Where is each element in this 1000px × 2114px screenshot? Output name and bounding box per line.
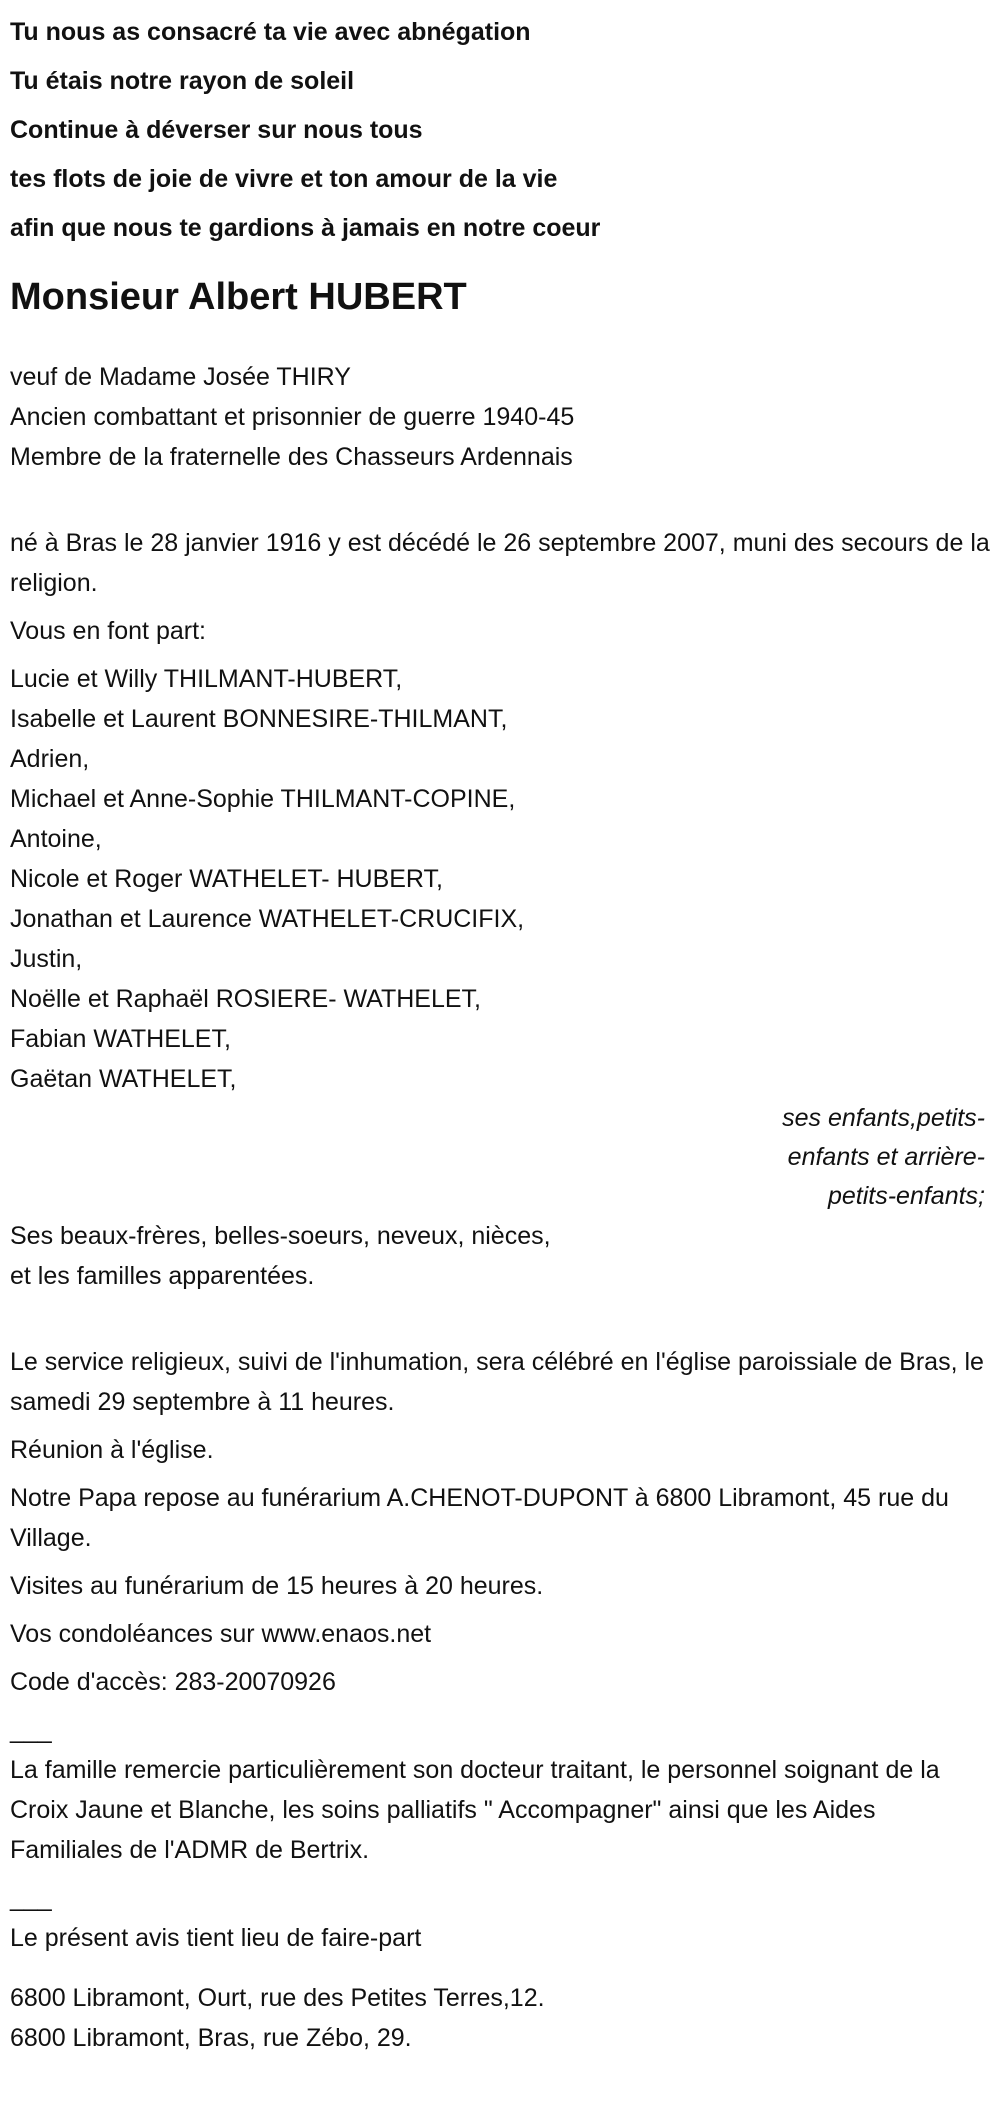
family-member: Gaëtan WATHELET, <box>10 1065 237 1093</box>
family-member: Justin, <box>10 945 83 973</box>
bio-line: Membre de la fraternelle des Chasseurs Ardennais <box>10 443 573 471</box>
birth-death: né à Bras le 28 janvier 1916 y est décédé le 26 septembre 2007, muni des secours de la religion. <box>10 529 990 597</box>
thanks: La famille remercie particulièrement son docteur traitant, le personnel soignant de la Croix Jaune et Blanche, les soins palliatifs " Accompagner" ainsi que les Aides Familiales de l'ADMR de Bertrix. <box>10 1756 940 1864</box>
poem-line: Continue à déverser sur nous tous <box>10 116 423 144</box>
relation-line: petits-enfants; <box>827 1182 985 1210</box>
family-list <box>10 659 990 1099</box>
relation <box>10 1099 990 1216</box>
family-member: Isabelle et Laurent BONNESIRE-THILMANT, <box>10 705 508 733</box>
bio-line: veuf de Madame Josée THIRY <box>10 363 351 391</box>
notice: Le présent avis tient lieu de faire-part <box>10 1924 422 1952</box>
separator: ___ <box>10 1716 52 1744</box>
announce: Vous en font part: <box>10 617 206 645</box>
bio-line: Ancien combattant et prisonnier de guerre 1940-45 <box>10 403 575 431</box>
family-member: Jonathan et Laurence WATHELET-CRUCIFIX, <box>10 905 525 933</box>
family-member: Adrien, <box>10 745 90 773</box>
service: Le service religieux, suivi de l'inhumation, sera célébré en l'église paroissiale de Bras, le samedi 29 septembre à 11 heures. <box>10 1348 984 1416</box>
poem-line: Tu étais notre rayon de soleil <box>10 67 355 95</box>
funeral-home: Notre Papa repose au funérarium A.CHENOT-DUPONT à 6800 Libramont, 45 rue du Village. <box>10 1484 949 1552</box>
poem <box>10 0 990 253</box>
poem-line: Tu nous as consacré ta vie avec abnégation <box>10 18 531 46</box>
family-member: Antoine, <box>10 825 102 853</box>
address: 6800 Libramont, Bras, rue Zébo, 29. <box>10 2024 412 2052</box>
separator: ___ <box>10 1884 52 1912</box>
meeting: Réunion à l'église. <box>10 1436 214 1464</box>
relation-line: enfants et arrière- <box>787 1143 985 1171</box>
access-code: Code d'accès: 283-20070926 <box>10 1668 336 1696</box>
condolences: Vos condoléances sur www.enaos.net <box>10 1620 432 1648</box>
poem-line: tes flots de joie de vivre et ton amour de la vie <box>10 165 558 193</box>
poem-line: afin que nous te gardions à jamais en notre coeur <box>10 214 601 242</box>
family-member: Fabian WATHELET, <box>10 1025 231 1053</box>
family-member: Michael et Anne-Sophie THILMANT-COPINE, <box>10 785 516 813</box>
relatives-line: et les familles apparentées. <box>10 1262 315 1290</box>
family-member: Nicole et Roger WATHELET- HUBERT, <box>10 865 443 893</box>
relatives-line: Ses beaux-frères, belles-soeurs, neveux, nièces, <box>10 1222 551 1250</box>
deceased-name: Monsieur Albert HUBERT <box>10 276 467 318</box>
visits: Visites au funérarium de 15 heures à 20 heures. <box>10 1572 544 1600</box>
address: 6800 Libramont, Ourt, rue des Petites Terres,12. <box>10 1984 545 2012</box>
family-member: Noëlle et Raphaël ROSIERE- WATHELET, <box>10 985 481 1013</box>
relation-line: ses enfants,petits- <box>782 1104 985 1132</box>
family-member: Lucie et Willy THILMANT-HUBERT, <box>10 665 403 693</box>
